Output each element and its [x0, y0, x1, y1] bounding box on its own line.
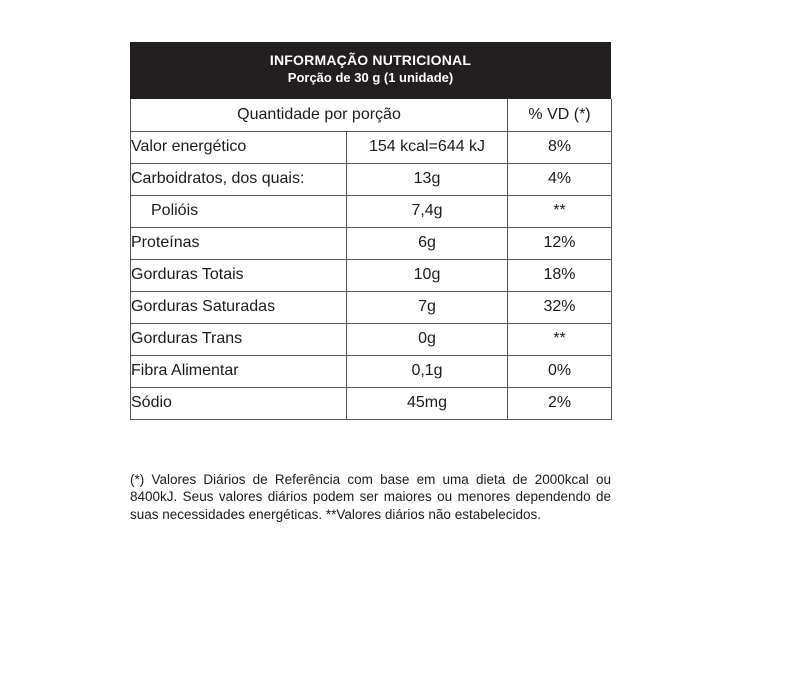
column-header-row — [131, 99, 612, 131]
nutrient-label: Carboidratos, dos quais: — [131, 163, 347, 195]
table-row — [131, 323, 612, 355]
nutrient-label: Fibra Alimentar — [131, 355, 347, 387]
nutrient-label: Gorduras Saturadas — [131, 291, 347, 323]
nutrient-amount: 6g — [347, 227, 508, 259]
nutrient-amount: 0g — [347, 323, 508, 355]
nutrient-amount: 0,1g — [347, 355, 508, 387]
nutrient-daily-value: 18% — [508, 259, 612, 291]
table-row — [131, 291, 612, 323]
nutrition-header — [130, 42, 611, 99]
nutrient-amount: 10g — [347, 259, 508, 291]
table-row — [131, 195, 612, 227]
nutrient-daily-value: 8% — [508, 131, 612, 163]
nutrition-table — [130, 99, 612, 420]
nutrient-amount: 13g — [347, 163, 508, 195]
nutrient-label: Gorduras Totais — [131, 259, 347, 291]
daily-value-header: % VD (*) — [508, 99, 612, 131]
table-row — [131, 131, 612, 163]
nutrient-label: Sódio — [131, 387, 347, 419]
nutrition-facts-panel — [130, 42, 611, 420]
nutrition-title: INFORMAÇÃO NUTRICIONAL — [269, 52, 472, 68]
portion-size: Porção de 30 g (1 unidade) — [287, 70, 454, 85]
nutrient-daily-value: 32% — [508, 291, 612, 323]
table-row — [131, 387, 612, 419]
nutrient-daily-value: 12% — [508, 227, 612, 259]
table-row — [131, 227, 612, 259]
nutrient-daily-value: ** — [508, 323, 612, 355]
table-row — [131, 355, 612, 387]
nutrient-label: Polióis — [131, 195, 347, 227]
nutrient-daily-value: 0% — [508, 355, 612, 387]
nutrient-amount: 45mg — [347, 387, 508, 419]
nutrient-daily-value: 4% — [508, 163, 612, 195]
nutrient-label: Valor energético — [131, 131, 347, 163]
quantity-per-portion-header: Quantidade por porção — [131, 99, 508, 131]
nutrient-daily-value: ** — [508, 195, 612, 227]
nutrient-amount: 7g — [347, 291, 508, 323]
table-row — [131, 163, 612, 195]
daily-value-footnote: (*) Valores Diários de Referência com base em uma dieta de 2000kcal ou 8400kJ. Seus valores diários podem ser maiores ou menores dependendo de suas necessidades energéticas. **Valores diários não estabelecidos. — [130, 471, 611, 522]
nutrient-daily-value: 2% — [508, 387, 612, 419]
nutrient-label: Gorduras Trans — [131, 323, 347, 355]
nutrient-label: Proteínas — [131, 227, 347, 259]
nutrient-amount: 154 kcal=644 kJ — [347, 131, 508, 163]
nutrient-amount: 7,4g — [347, 195, 508, 227]
table-row — [131, 259, 612, 291]
